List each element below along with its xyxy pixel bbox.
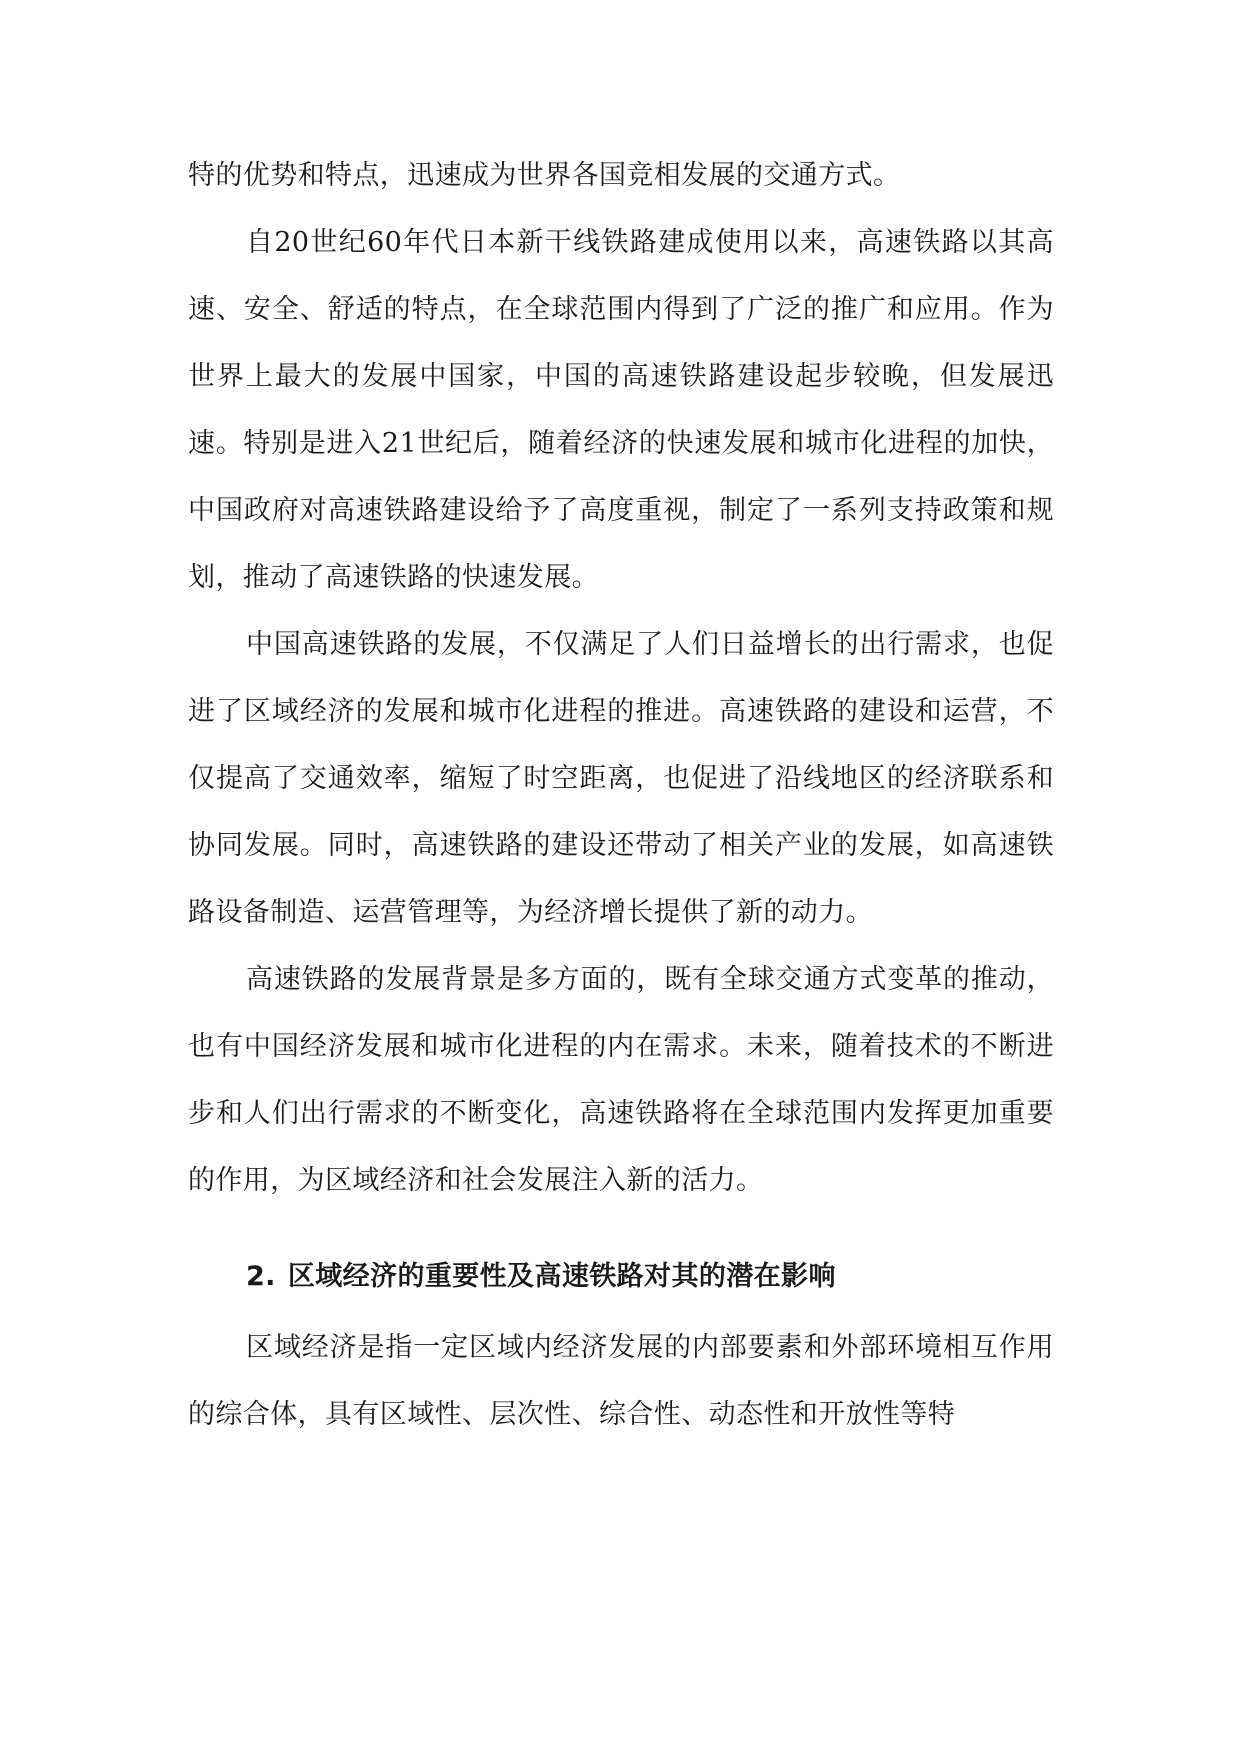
- section-title: 区域经济的重要性及高速铁路对其的潜在影响: [287, 1261, 836, 1292]
- document-body: [188, 142, 1054, 1448]
- paragraph-regional-economy: 区域经济是指一定区域内经济发展的内部要素和外部环境相互作用的综合体，具有区域性、层次性、综合性、动态性和开放性等特: [188, 1332, 1054, 1430]
- paragraph-hsr-history: 自20世纪60年代日本新干线铁路建成使用以来，高速铁路以其高速、安全、舒适的特点，在全球范围内得到了广泛的推广和应用。作为世界上最大的发展中国家，中国的高速铁路建设起步较晚，但发展迅速。特别是进入21世纪后，随着经济的快速发展和城市化进程的加快，中国政府对高速铁路建设给予了高度重视，制定了一系列支持政策和规划，推动了高速铁路的快速发展。: [188, 227, 1054, 593]
- paragraph-hsr-impact: 中国高速铁路的发展，不仅满足了人们日益增长的出行需求，也促进了区域经济的发展和城市化进程的推进。高速铁路的建设和运营，不仅提高了交通效率，缩短了时空距离，也促进了沿线地区的经济联系和协同发展。同时，高速铁路的建设还带动了相关产业的发展，如高速铁路设备制造、运营管理等，为经济增长提供了新的动力。: [188, 629, 1054, 928]
- paragraph-hsr-background: 高速铁路的发展背景是多方面的，既有全球交通方式变革的推动，也有中国经济发展和城市化进程的内在需求。未来，随着技术的不断进步和人们出行需求的不断变化，高速铁路将在全球范围内发挥更加重要的作用，为区域经济和社会发展注入新的活力。: [188, 964, 1054, 1196]
- section-heading: [188, 1243, 1054, 1310]
- paragraph-continuation: 特的优势和特点，迅速成为世界各国竞相发展的交通方式。: [188, 160, 901, 191]
- section-number: 2.: [246, 1261, 276, 1292]
